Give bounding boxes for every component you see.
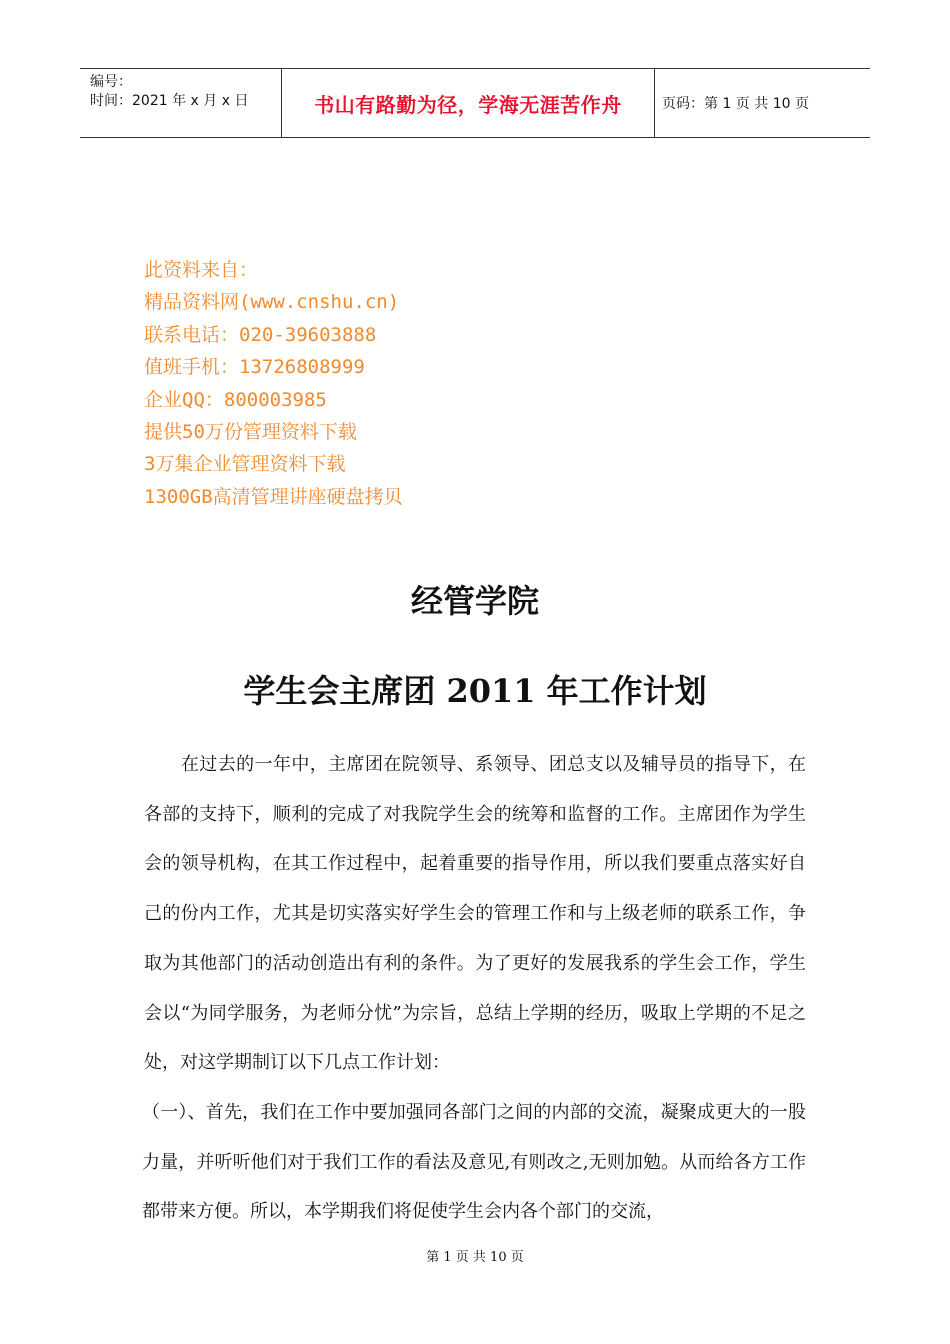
source-line: 联系电话：020-39603888 [144, 323, 377, 346]
source-line: 提供50万份管理资料下载 [144, 421, 357, 444]
document-body [144, 740, 806, 1237]
source-line: 1300GB高清管理讲座硬盘拷贝 [144, 485, 403, 508]
source-info-block [144, 254, 403, 513]
page-footer: 第 1 页 共 10 页 [426, 1250, 524, 1265]
header-motto-cell [281, 69, 655, 137]
number-label: 编号： [90, 74, 132, 90]
motto-text: 书山有路勤为径，学海无涯苦作舟 [314, 92, 622, 117]
document-title-plan: 学生会主席团 2011 年工作计划 [243, 672, 707, 710]
header-table [80, 68, 870, 138]
document-title-college: 经管学院 [410, 582, 539, 620]
source-line: 3万集企业管理资料下载 [144, 453, 346, 476]
body-paragraph: （一）、首先，我们在工作中要加强同各部门之间的内部的交流，凝聚成更大的一股力量，并听听他们对于我们工作的看法及意见,有则改之,无则加勉。从而给各方工作都带来方便。所以，本学期我们将促使学生会内各个部门的交流， [142, 1101, 806, 1223]
source-line: 值班手机：13726808999 [144, 356, 365, 379]
body-paragraph: 在过去的一年中，主席团在院领导、系领导、团总支以及辅导员的指导下，在各部的支持下，顺利的完成了对我院学生会的统筹和监督的工作。主席团作为学生会的领导机构，在其工作过程中，起着重要的指导作用，所以我们要重点落实好自己的份内工作，尤其是切实落实好学生会的管理工作和与上级老师的联系工作，争取为其他部门的活动创造出有利的条件。为了更好的发展我系的学生会工作，学生会以“为同学服务，为老师分忧”为宗旨，总结上学期的经历，吸取上学期的不足之处，对这学期制订以下几点工作计划： [144, 754, 806, 1074]
source-line: 精品资料网(www.cnshu.cn) [144, 291, 400, 314]
header-left-cell [80, 69, 281, 137]
source-line: 此资料来自： [144, 259, 259, 281]
time-label: 时间：2021 年 x 月 x 日 [90, 93, 249, 109]
source-line: 企业QQ：800003985 [144, 388, 327, 411]
page-label: 页码：第 1 页 共 10 页 [662, 96, 809, 112]
header-page-cell [655, 69, 870, 137]
